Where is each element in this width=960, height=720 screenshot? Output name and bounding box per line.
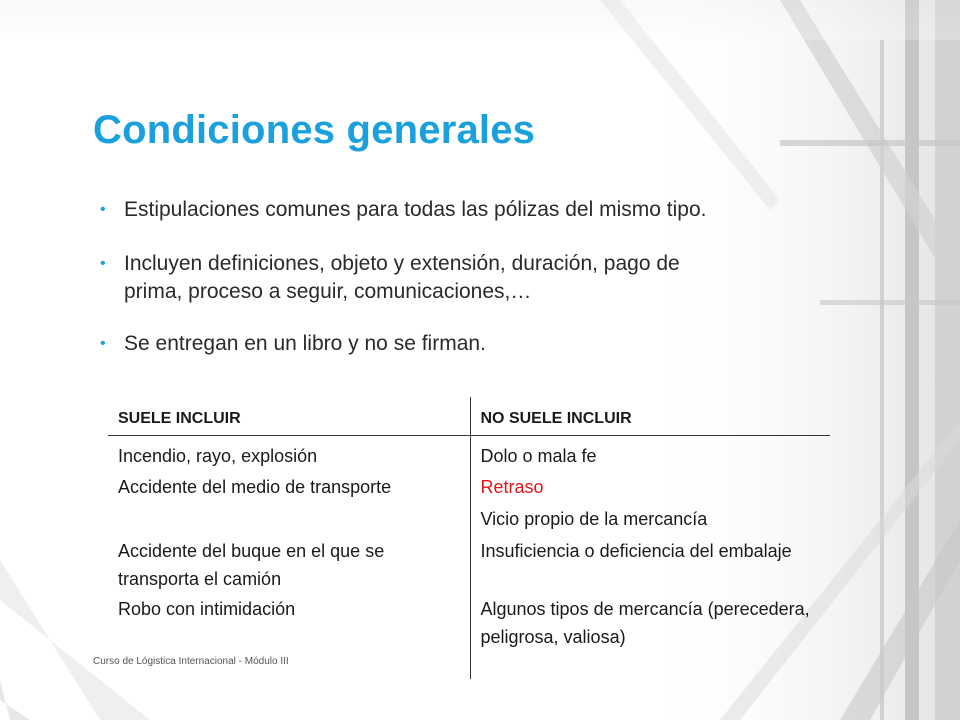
table-row <box>108 533 830 593</box>
cell-included: Accidente del medio de transporte <box>108 471 470 533</box>
table-row <box>108 435 830 471</box>
bullet-text: Incluyen definiciones, objeto y extensión, duración, pago de prima, proceso a seguir, comunicaciones,… <box>124 252 680 303</box>
bullet-item <box>100 196 740 224</box>
coverage-table-container <box>108 397 830 679</box>
cell-included: Incendio, rayo, explosión <box>108 435 470 471</box>
header-no-suele-incluir: NO SUELE INCLUIR <box>470 397 830 435</box>
cell-excluded <box>470 471 830 533</box>
cell-excluded <box>470 533 830 593</box>
cell-included: Robo con intimidación <box>108 593 470 679</box>
excluded-item: Insuficiencia o deficiencia del embalaje <box>480 541 792 561</box>
excluded-item: Dolo o mala fe <box>480 445 597 466</box>
bullet-list <box>100 196 740 382</box>
bullet-item <box>100 250 740 306</box>
bullet-dot-icon: • <box>100 255 106 272</box>
slide-title: Condiciones generales <box>93 108 536 152</box>
slide-footer: Curso de Lógistica Internacional - Módulo III <box>93 656 289 667</box>
bullet-text: Se entregan en un libro y no se firman. <box>124 332 486 355</box>
cell-included: Accidente del buque en el que se transporta el camión <box>108 533 470 593</box>
coverage-table <box>108 397 830 679</box>
bullet-dot-icon: • <box>100 335 106 352</box>
bullet-text: Estipulaciones comunes para todas las pólizas del mismo tipo. <box>124 198 707 221</box>
excluded-item: Algunos tipos de mercancía (perecedera, peligrosa, valiosa) <box>480 599 810 647</box>
cell-excluded <box>470 593 830 679</box>
bullet-item <box>100 330 740 358</box>
bullet-dot-icon: • <box>100 201 106 218</box>
table-header-row <box>108 397 830 435</box>
excluded-item: Vicio propio de la mercancía <box>480 509 708 529</box>
header-suele-incluir: SUELE INCLUIR <box>108 397 470 435</box>
excluded-item-highlighted: Retraso <box>480 477 544 497</box>
table-row <box>108 471 830 533</box>
cell-excluded <box>470 435 830 471</box>
